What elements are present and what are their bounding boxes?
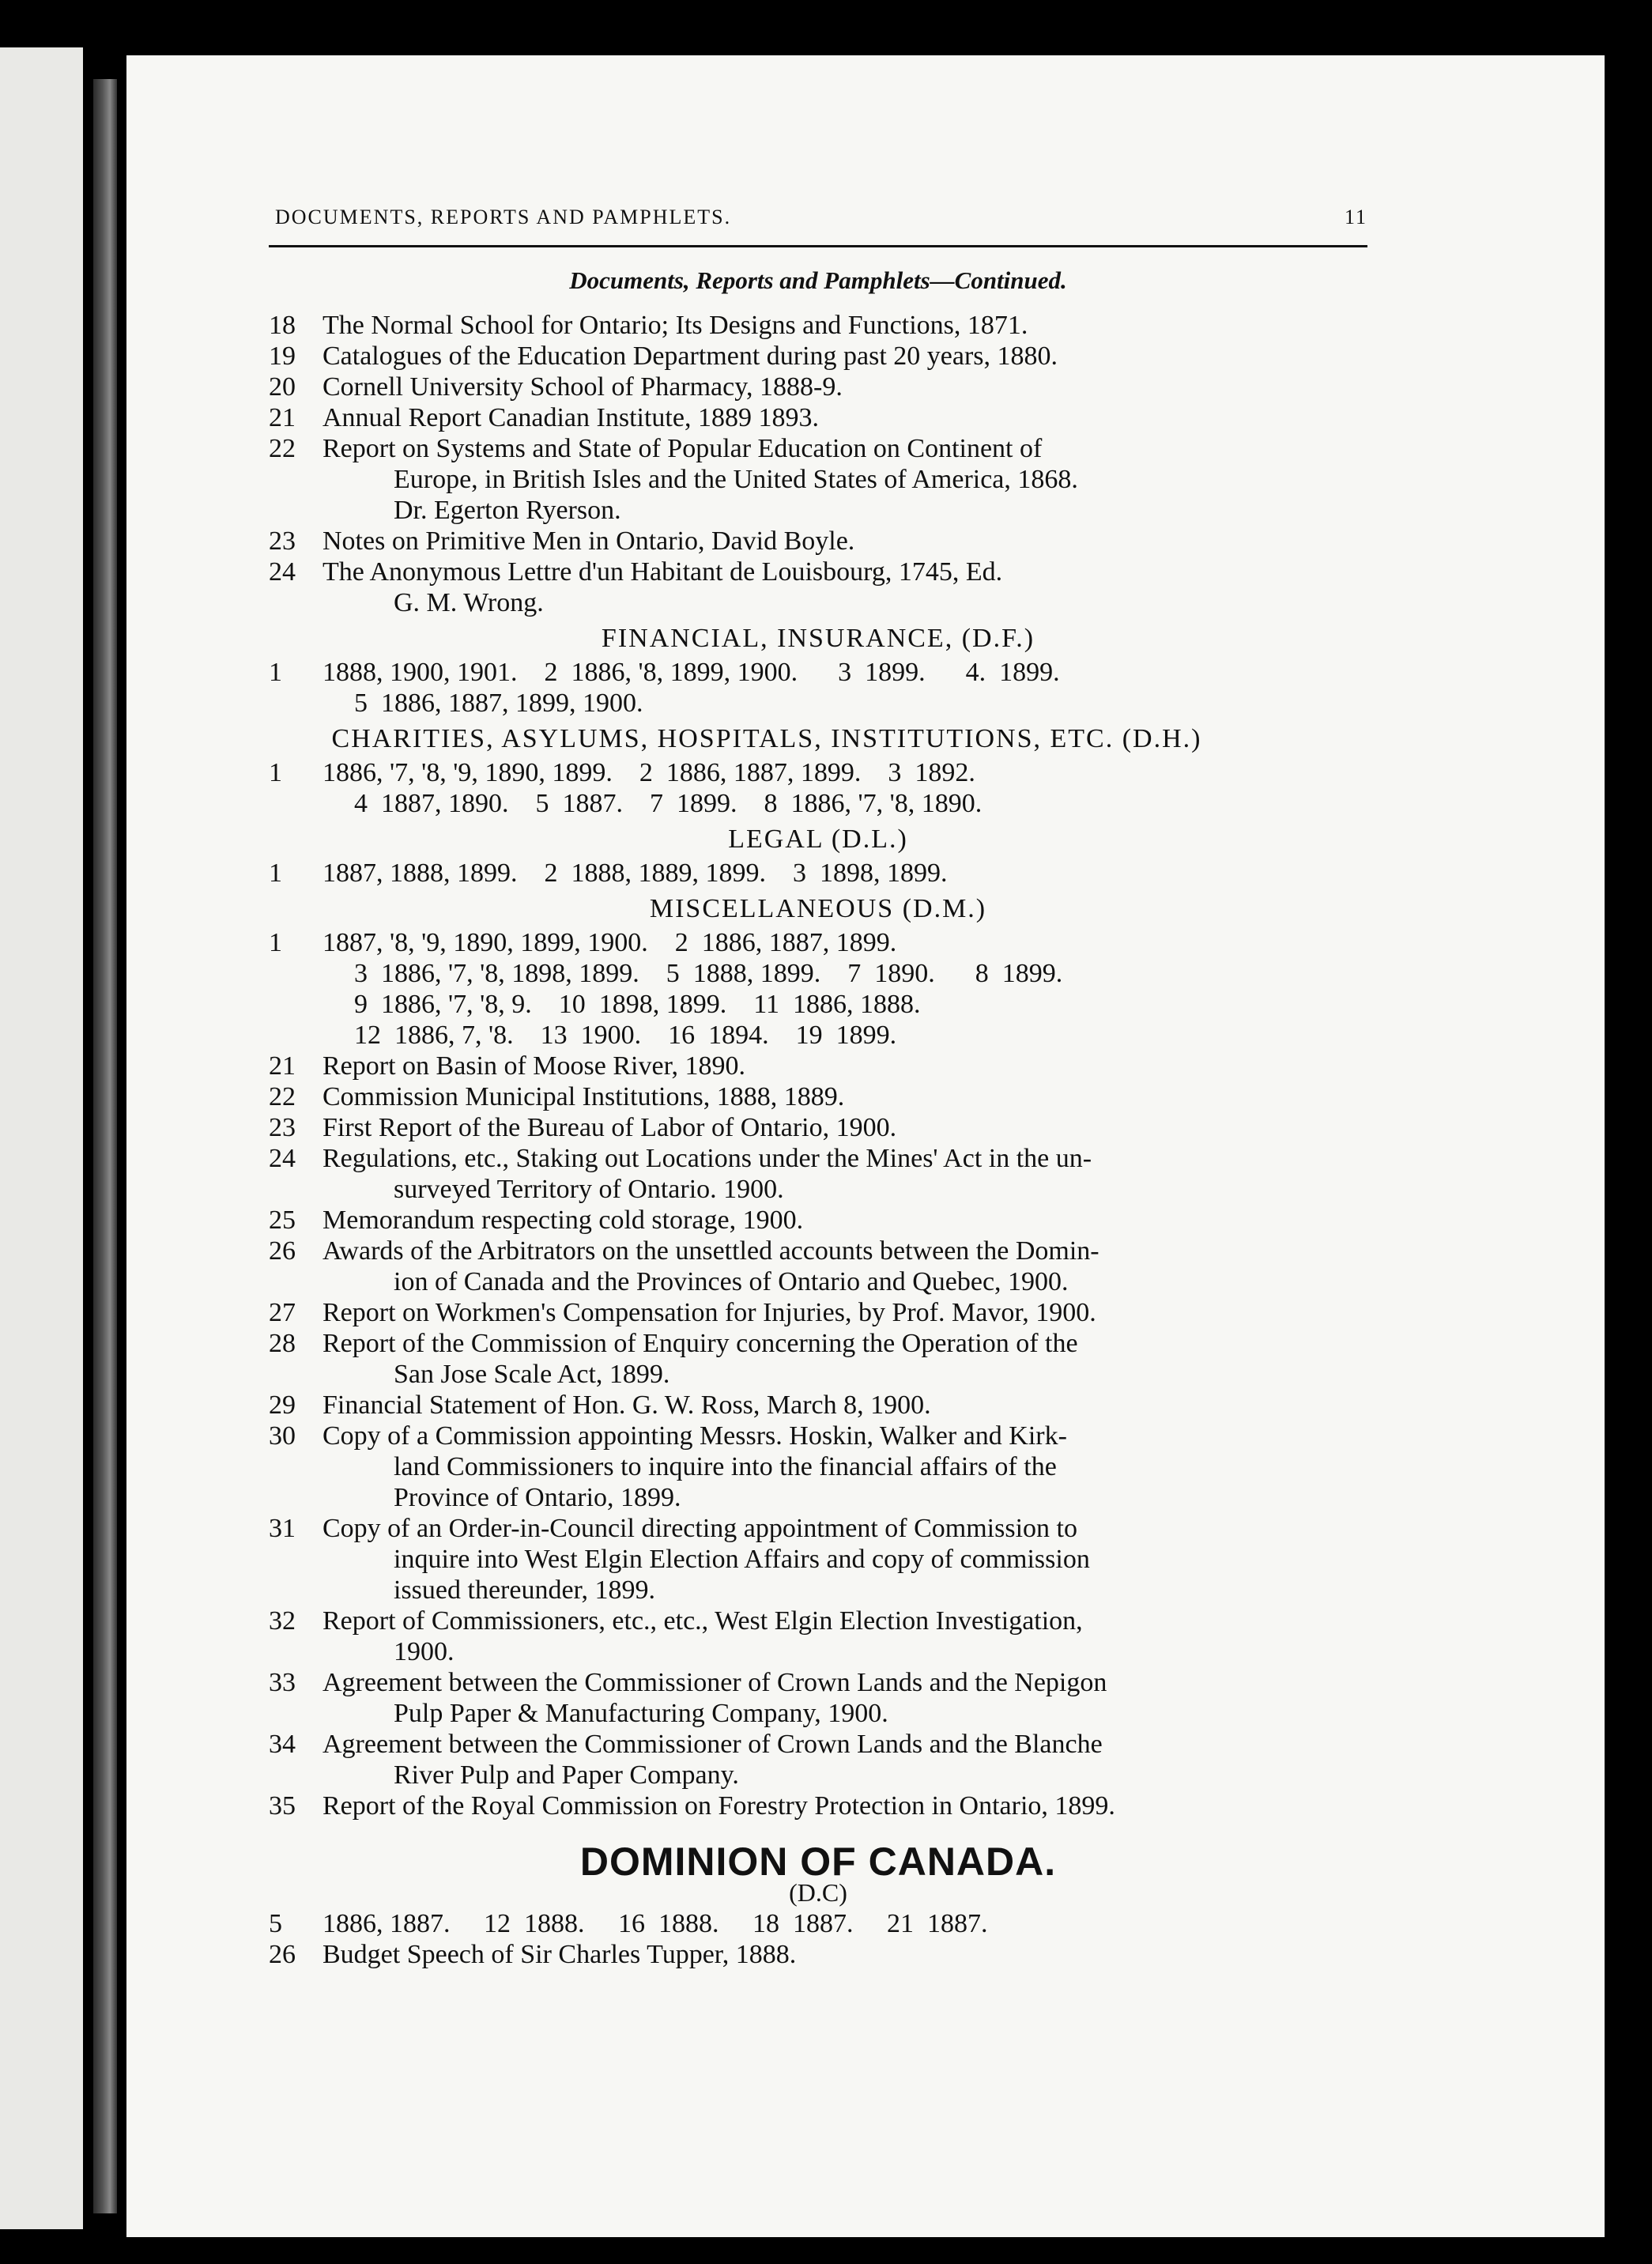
row-values: 9 1886, '7, '8, 9. 10 1898, 1899. 11 1886, 1888.	[354, 990, 921, 1019]
item-text	[322, 433, 1367, 526]
item-line: Notes on Primitive Men in Ontario, David Boyle.	[322, 526, 855, 556]
list-item	[269, 1790, 1367, 1821]
list-item	[269, 1236, 1367, 1297]
item-number: 30	[269, 1421, 296, 1451]
item-text	[322, 1112, 1367, 1143]
list-item	[269, 1143, 1367, 1205]
row-values: 4 1887, 1890. 5 1887. 7 1899. 8 1886, '7, '8, 1890.	[354, 789, 983, 818]
volume-row	[269, 1020, 1367, 1051]
item-number: 21	[269, 1051, 296, 1081]
item-text	[322, 1390, 1367, 1421]
item-line: Copy of a Commission appointing Messrs. Hoskin, Walker and Kirk-	[322, 1421, 1067, 1451]
running-head-title: DOCUMENTS, REPORTS AND PAMPHLETS.	[275, 206, 732, 228]
dominion-heading: DOMINION OF CANADA.	[579, 1840, 1057, 1884]
dominion-rows	[269, 1908, 1367, 1970]
list-item	[269, 1297, 1367, 1328]
list-item	[269, 1667, 1367, 1729]
row-number: 1	[269, 928, 282, 957]
item-line: Catalogues of the Education Department during past 20 years, 1880.	[322, 341, 1058, 371]
item-line: Annual Report Canadian Institute, 1889 1893.	[322, 403, 819, 432]
item-text	[322, 1051, 1367, 1081]
item-line: The Anonymous Lettre d'un Habitant de Louisbourg, 1745, Ed.	[322, 557, 1003, 587]
item-line: Report of Commissioners, etc., etc., West Elgin Election Investigation,	[322, 1606, 1083, 1636]
entries-list-b	[269, 1051, 1367, 1821]
volume-row	[269, 1939, 1367, 1970]
item-line: Report on Basin of Moose River, 1890.	[322, 1051, 746, 1081]
item-number: 23	[269, 1113, 296, 1142]
item-number: 28	[269, 1329, 296, 1358]
item-text	[322, 372, 1367, 402]
item-number: 26	[269, 1236, 296, 1266]
list-item	[269, 341, 1367, 372]
item-text	[322, 526, 1367, 557]
item-number: 22	[269, 434, 296, 463]
running-head	[269, 202, 1367, 247]
financial-rows	[269, 657, 1367, 719]
list-item	[269, 1729, 1367, 1790]
item-text	[322, 1081, 1367, 1112]
volume-row	[269, 858, 1367, 889]
item-text	[322, 1421, 1367, 1513]
item-line: Cornell University School of Pharmacy, 1888-9.	[322, 372, 843, 402]
volume-row	[269, 1908, 1367, 1939]
row-values: 1888, 1900, 1901. 2 1886, '8, 1899, 1900. 3 1899. 4. 1899.	[322, 658, 1060, 687]
item-line: surveyed Territory of Ontario. 1900.	[394, 1175, 784, 1204]
item-line: Commission Municipal Institutions, 1888, 1889.	[322, 1082, 845, 1111]
item-text	[322, 1513, 1367, 1606]
row-values: 1886, '7, '8, '9, 1890, 1899. 2 1886, 1887, 1899. 3 1892.	[322, 758, 975, 787]
charities-heading: CHARITIES, ASYLUMS, HOSPITALS, INSTITUTIONS, ETC. (D.H.)	[331, 724, 1202, 753]
charities-rows	[269, 757, 1367, 819]
list-item	[269, 557, 1367, 618]
item-number: 23	[269, 526, 296, 556]
item-line: land Commissioners to inquire into the financial affairs of the	[394, 1452, 1057, 1481]
row-number	[269, 788, 322, 819]
item-line: inquire into West Elgin Election Affairs and copy of commission	[394, 1545, 1090, 1574]
entries-list-a	[269, 310, 1367, 618]
financial-heading: FINANCIAL, INSURANCE, (D.F.)	[601, 624, 1035, 653]
item-line: Report of the Royal Commission on Forestry Protection in Ontario, 1899.	[322, 1791, 1115, 1821]
item-text	[322, 1667, 1367, 1729]
item-number: 31	[269, 1514, 296, 1543]
row-values: 12 1886, 7, '8. 13 1900. 16 1894. 19 1899.	[354, 1021, 897, 1050]
item-line: ion of Canada and the Provinces of Ontario and Quebec, 1900.	[394, 1267, 1069, 1296]
item-line: San Jose Scale Act, 1899.	[394, 1360, 670, 1389]
item-number: 18	[269, 311, 296, 340]
item-line: Financial Statement of Hon. G. W. Ross, March 8, 1900.	[322, 1390, 931, 1420]
row-number	[269, 958, 322, 989]
row-number: 5	[269, 1909, 282, 1938]
item-line: The Normal School for Ontario; Its Designs and Functions, 1871.	[322, 311, 1028, 340]
item-line: Europe, in British Isles and the United States of America, 1868.	[394, 465, 1078, 494]
row-number	[269, 989, 322, 1020]
item-text	[322, 1729, 1367, 1790]
volume-row	[269, 989, 1367, 1020]
item-number: 29	[269, 1390, 296, 1420]
item-text	[322, 1328, 1367, 1390]
item-text	[322, 1236, 1367, 1297]
item-number: 22	[269, 1082, 296, 1111]
legal-rows	[269, 858, 1367, 889]
item-line: Dr. Egerton Ryerson.	[394, 496, 621, 525]
list-item	[269, 1421, 1367, 1513]
volume-row	[269, 927, 1367, 958]
item-line: Pulp Paper & Manufacturing Company, 1900.	[394, 1699, 888, 1728]
item-number: 19	[269, 341, 296, 371]
volume-row	[269, 657, 1367, 688]
item-line: 1900.	[394, 1637, 454, 1666]
row-values: Budget Speech of Sir Charles Tupper, 1888.	[322, 1940, 797, 1969]
adjacent-page-edge	[0, 47, 83, 2229]
page-content	[269, 202, 1367, 1970]
row-number: 1	[269, 658, 282, 687]
volume-row	[269, 757, 1367, 788]
item-number: 25	[269, 1206, 296, 1235]
list-item	[269, 1606, 1367, 1667]
row-values: 3 1886, '7, '8, 1898, 1899. 5 1888, 1899. 7 1890. 8 1899.	[354, 959, 1063, 988]
list-item	[269, 1081, 1367, 1112]
item-text	[322, 1606, 1367, 1667]
item-line: Agreement between the Commissioner of Crown Lands and the Blanche	[322, 1730, 1103, 1759]
item-line: Province of Ontario, 1899.	[394, 1483, 681, 1512]
item-number: 24	[269, 1144, 296, 1173]
list-item	[269, 402, 1367, 433]
row-number	[269, 1020, 322, 1051]
list-item	[269, 1205, 1367, 1236]
list-item	[269, 372, 1367, 402]
item-number: 32	[269, 1606, 296, 1636]
item-text	[322, 341, 1367, 372]
section-title: Documents, Reports and Pamphlets—Continued.	[569, 266, 1067, 294]
item-line: Report of the Commission of Enquiry concerning the Operation of the	[322, 1329, 1078, 1358]
item-number: 24	[269, 557, 296, 587]
item-number: 34	[269, 1730, 296, 1759]
item-text	[322, 557, 1367, 618]
volume-row	[269, 788, 1367, 819]
item-text	[322, 1790, 1367, 1821]
row-values: 1887, '8, '9, 1890, 1899, 1900. 2 1886, 1887, 1899.	[322, 928, 897, 957]
item-text	[322, 1297, 1367, 1328]
row-values: 1886, 1887. 12 1888. 16 1888. 18 1887. 21 1887.	[322, 1909, 988, 1938]
item-number: 20	[269, 372, 296, 402]
item-number: 33	[269, 1668, 296, 1697]
item-text	[322, 402, 1367, 433]
book-binding-edge	[93, 79, 117, 2213]
list-item	[269, 433, 1367, 526]
item-line: Copy of an Order-in-Council directing appointment of Commission to	[322, 1514, 1077, 1543]
volume-row	[269, 688, 1367, 719]
list-item	[269, 1328, 1367, 1390]
misc-rows	[269, 927, 1367, 1051]
item-number: 21	[269, 403, 296, 432]
list-item	[269, 1112, 1367, 1143]
item-number: 27	[269, 1298, 296, 1327]
list-item	[269, 1513, 1367, 1606]
row-number: 1	[269, 758, 282, 787]
row-number	[269, 688, 322, 719]
item-line: G. M. Wrong.	[394, 588, 544, 617]
item-line: Awards of the Arbitrators on the unsettled accounts between the Domin-	[322, 1236, 1099, 1266]
legal-heading: LEGAL (D.L.)	[728, 824, 908, 854]
list-item	[269, 310, 1367, 341]
item-text	[322, 310, 1367, 341]
row-values: 1887, 1888, 1899. 2 1888, 1889, 1899. 3 1898, 1899.	[322, 858, 948, 888]
item-line: First Report of the Bureau of Labor of Ontario, 1900.	[322, 1113, 897, 1142]
item-line: Agreement between the Commissioner of Crown Lands and the Nepigon	[322, 1668, 1107, 1697]
dominion-subheading: (D.C)	[789, 1878, 847, 1907]
misc-heading: MISCELLANEOUS (D.M.)	[649, 894, 987, 923]
row-values: 5 1886, 1887, 1899, 1900.	[354, 689, 643, 718]
item-line: Regulations, etc., Staking out Locations under the Mines' Act in the un-	[322, 1144, 1092, 1173]
page-number: 11	[1344, 206, 1367, 228]
item-text	[322, 1143, 1367, 1205]
volume-row	[269, 958, 1367, 989]
item-number: 35	[269, 1791, 296, 1821]
item-line: River Pulp and Paper Company.	[394, 1760, 739, 1790]
item-line: Report on Workmen's Compensation for Injuries, by Prof. Mavor, 1900.	[322, 1298, 1096, 1327]
item-text	[322, 1205, 1367, 1236]
list-item	[269, 526, 1367, 557]
row-number: 1	[269, 858, 282, 888]
list-item	[269, 1051, 1367, 1081]
item-line: Memorandum respecting cold storage, 1900.	[322, 1206, 804, 1235]
item-line: Report on Systems and State of Popular Education on Continent of	[322, 434, 1043, 463]
row-number: 26	[269, 1940, 296, 1969]
list-item	[269, 1390, 1367, 1421]
item-line: issued thereunder, 1899.	[394, 1575, 656, 1605]
